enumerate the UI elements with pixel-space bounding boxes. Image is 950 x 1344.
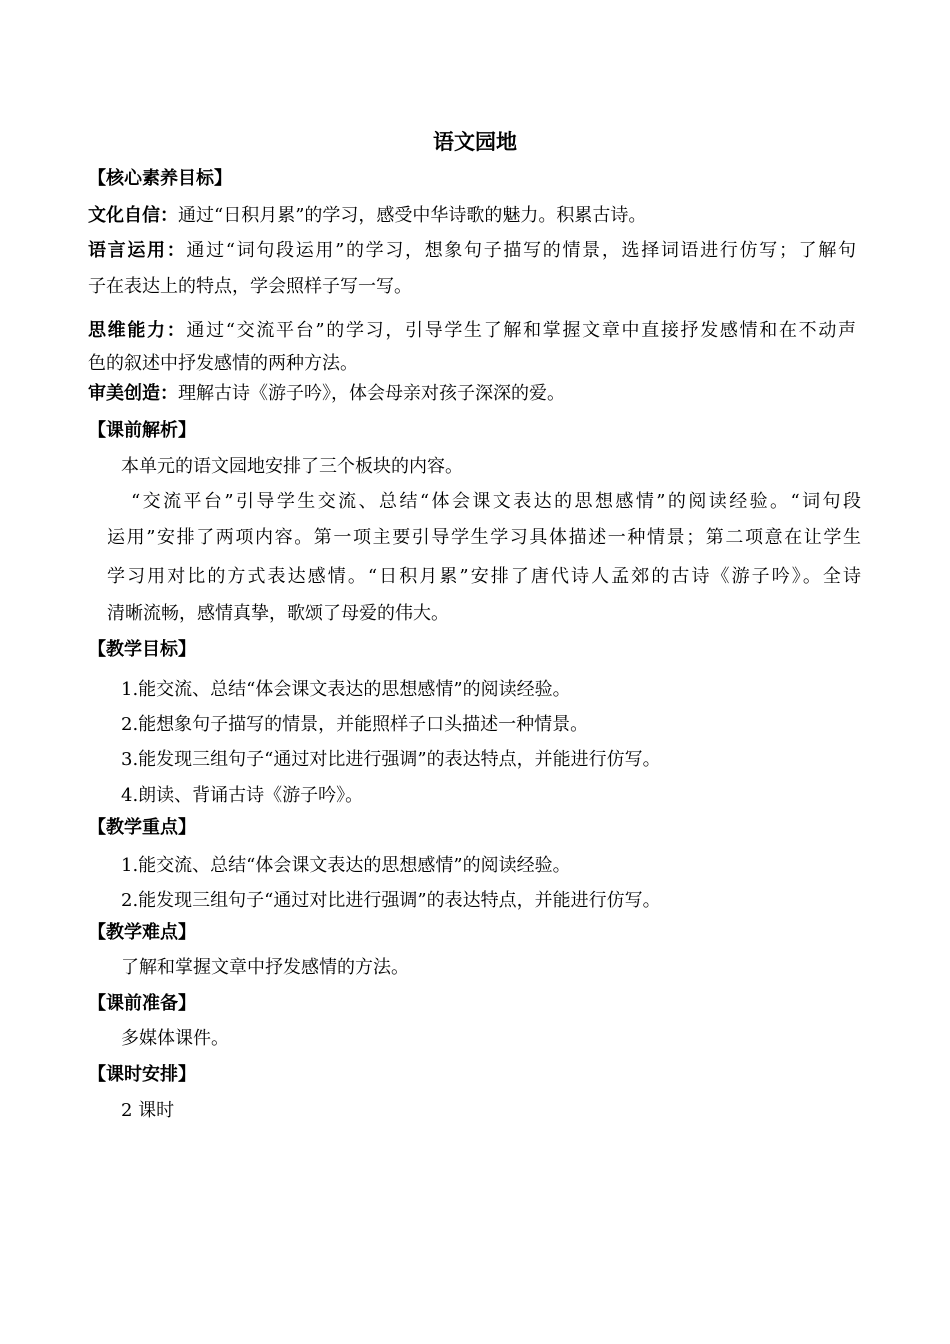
schedule-text: 2 课时: [121, 1100, 175, 1121]
teaching-goal-item: 2.能想象句子描写的情景，并能照样子口头描述一种情景。: [121, 714, 589, 735]
core-item-thinking-line1: [88, 318, 856, 344]
heading-difficulties: 【教学难点】: [88, 922, 196, 943]
difficulties-text: 了解和掌握文章中抒发感情的方法。: [121, 957, 409, 978]
heading-schedule: 【课时安排】: [88, 1064, 196, 1085]
core-item-culture: [88, 203, 646, 229]
heading-core-goals: 【核心素养目标】: [88, 168, 232, 189]
analysis-paragraph-2-line3: 学习用对比的方式表达感情。“日积月累”安排了唐代诗人孟郊的古诗《游子吟》。全诗: [107, 566, 861, 587]
core-item-lead: 审美创造：: [88, 383, 178, 404]
core-item-aesthetic: [88, 381, 565, 407]
analysis-paragraph-2-line1: “交流平台”引导学生交流、总结“体会课文表达的思想感情”的阅读经验。“词句段: [131, 491, 861, 512]
core-item-language-line2: 子在表达上的特点，学会照样子写一写。: [88, 276, 412, 297]
core-item-text: 通过“交流平台”的学习，引导学生了解和掌握文章中直接抒发感情和在不动声: [186, 320, 857, 341]
heading-preparation: 【课前准备】: [88, 993, 196, 1014]
core-item-text: 理解古诗《游子吟》，体会母亲对孩子深深的爱。: [178, 383, 565, 404]
core-item-text: 通过“词句段运用”的学习，想象句子描写的情景，选择词语进行仿写；了解句: [186, 240, 857, 261]
core-item-thinking-line2: 色的叙述中抒发感情的两种方法。: [88, 353, 358, 374]
core-item-lead: 语言运用：: [88, 240, 187, 261]
heading-teaching-goals: 【教学目标】: [88, 639, 196, 660]
analysis-paragraph-2-line4: 清晰流畅，感情真挚，歌颂了母爱的伟大。: [107, 603, 449, 624]
core-item-text: 通过“日积月累”的学习，感受中华诗歌的魅力。积累古诗。: [178, 205, 647, 226]
core-item-lead: 文化自信：: [88, 205, 178, 226]
heading-analysis: 【课前解析】: [88, 420, 196, 441]
core-item-lead: 思维能力：: [88, 320, 187, 341]
core-item-language-line1: [88, 238, 856, 264]
page-title: 语文园地: [433, 130, 517, 154]
heading-key-points: 【教学重点】: [88, 817, 196, 838]
key-point-item: 1.能交流、总结“体会课文表达的思想感情”的阅读经验。: [121, 855, 571, 876]
teaching-goal-item: 4.朗读、背诵古诗《游子吟》。: [121, 785, 364, 806]
key-point-item: 2.能发现三组句子“通过对比进行强调”的表达特点，并能进行仿写。: [121, 890, 661, 911]
teaching-goal-item: 3.能发现三组句子“通过对比进行强调”的表达特点，并能进行仿写。: [121, 749, 661, 770]
teaching-goal-item: 1.能交流、总结“体会课文表达的思想感情”的阅读经验。: [121, 679, 571, 700]
preparation-text: 多媒体课件。: [121, 1028, 229, 1049]
analysis-paragraph-1: 本单元的语文园地安排了三个板块的内容。: [121, 456, 463, 477]
analysis-paragraph-2-line2: 运用”安排了两项内容。第一项主要引导学生学习具体描述一种情景；第二项意在让学生: [107, 527, 861, 548]
